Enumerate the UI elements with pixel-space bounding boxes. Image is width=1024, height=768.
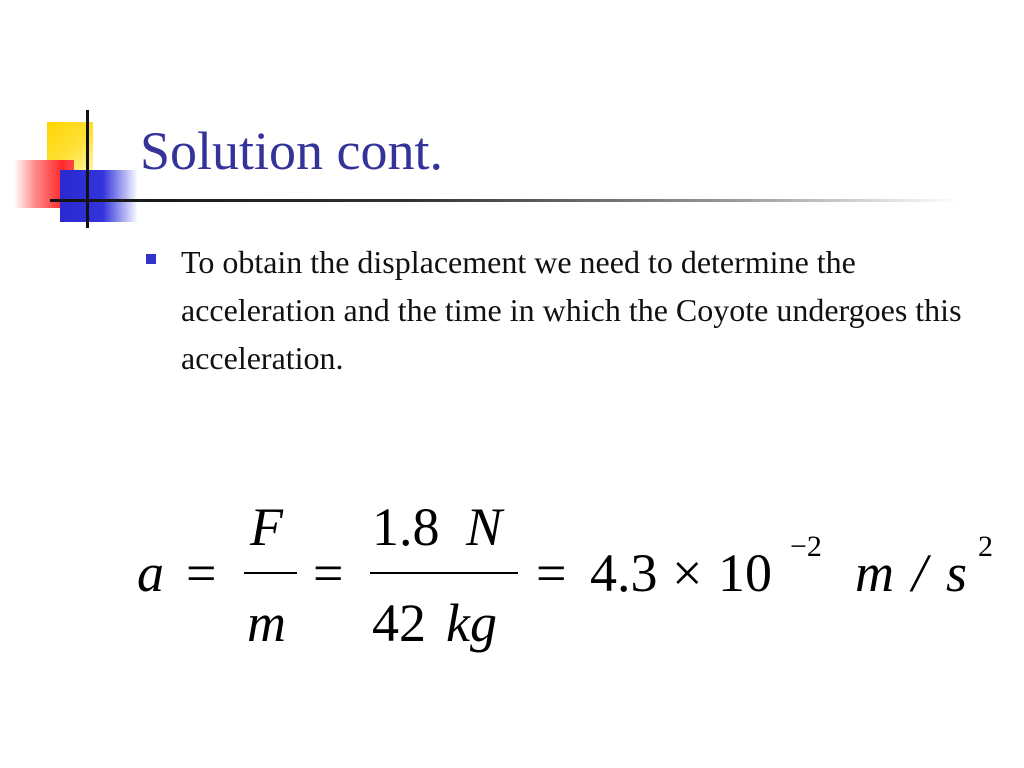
fraction-denominator-unit: kg bbox=[446, 593, 497, 653]
fraction-numerator-value: 1.8 bbox=[372, 497, 440, 557]
power-exponent: −2 bbox=[790, 530, 822, 563]
equals-sign: = bbox=[313, 543, 344, 603]
unit-exponent: 2 bbox=[978, 530, 993, 563]
fraction-numerator-unit: N bbox=[466, 497, 503, 557]
unit-seconds: s bbox=[946, 543, 968, 603]
equation-lhs-a: a bbox=[137, 543, 164, 603]
power-base: 10 bbox=[718, 543, 772, 603]
fraction-denominator-mass: m bbox=[247, 593, 286, 653]
fraction-bar bbox=[244, 572, 297, 574]
fraction-denominator-value: 42 bbox=[372, 593, 426, 653]
bullet-text: To obtain the displacement we need to determine the acceleration and the time in which the Coyote undergoes this acceleration. bbox=[181, 244, 962, 376]
fraction-bar bbox=[370, 572, 518, 574]
result-mantissa: 4.3 bbox=[590, 543, 658, 603]
fraction-numerator-force: F bbox=[250, 497, 283, 557]
multiplication-sign: × bbox=[672, 543, 703, 603]
unit-meters: m bbox=[855, 543, 894, 603]
slide-title: Solution cont. bbox=[140, 121, 444, 181]
equals-sign: = bbox=[186, 543, 217, 603]
unit-slash: / bbox=[912, 543, 928, 603]
equals-sign: = bbox=[536, 543, 567, 603]
